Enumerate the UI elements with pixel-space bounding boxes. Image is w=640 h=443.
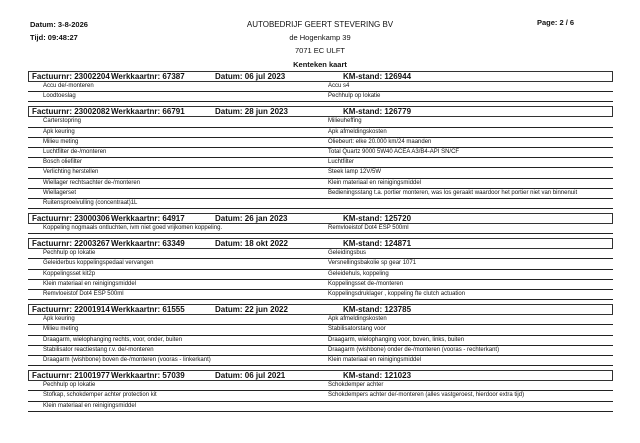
invoice-date: Datum: 06 jul 2023 <box>215 72 286 81</box>
mileage: KM-stand: 121023 <box>343 371 412 381</box>
line-item <box>28 128 613 138</box>
line-item-left: Carterstopring <box>43 118 82 125</box>
mileage: KM-stand: 124871 <box>343 239 412 249</box>
line-item-right: Koppelingsdruklager , koppeling fte clutch actuation <box>328 291 466 297</box>
line-item-left: Apk keuring <box>43 128 75 135</box>
line-item <box>28 325 613 335</box>
line-item-left: Wiellagerset <box>43 189 77 196</box>
line-item-right: Accu s4 <box>328 83 350 89</box>
line-item-right: Schokdemper achter <box>328 382 384 389</box>
line-item-left: Loodtoeslag <box>43 93 76 100</box>
line-item-right: Klein materiaal en reinigingsmiddel <box>328 179 422 186</box>
line-item <box>28 138 613 148</box>
line-item <box>28 381 613 391</box>
invoice-number: Factuurnr: 23002204 <box>32 72 110 81</box>
line-item-right: Geleidingsbus <box>328 250 367 257</box>
line-item-left: Klein materiaal en reinigingsmiddel <box>43 280 137 287</box>
invoice-number: Factuurnr: 21001977 <box>32 371 110 381</box>
line-item <box>28 117 613 127</box>
invoice-date: Datum: 18 okt 2022 <box>215 239 288 249</box>
line-item-right: Luchtfilter <box>328 159 355 166</box>
line-item <box>28 290 613 300</box>
line-item-right: Total Quartz 9000 5W40 ACEA A3/B4-API SN/CF <box>328 148 460 155</box>
line-item-left: Remvloeistof Dot4 ESP 500ml <box>43 291 124 297</box>
line-item-left: Draagarm (wishbone) boven de-/monteren (vooras - linkerkant) <box>43 356 211 363</box>
invoice-date: Datum: 22 jun 2022 <box>215 305 288 315</box>
line-item <box>28 270 613 280</box>
line-item <box>28 189 613 199</box>
line-item-left: Accu de/-monteren <box>43 83 94 89</box>
company-address-city: 7071 EC ULFT <box>294 46 346 55</box>
line-item-left: Verlichting herstellen <box>43 169 99 176</box>
line-item-left: Bosch oliefilter <box>43 159 83 166</box>
invoice-header <box>28 213 613 224</box>
workcard-number: Werkkaartnr: 66791 <box>111 107 185 117</box>
line-item-left: Koppeling nogmaals ontluchten, ivm niet goed vrijkomen koppeling. <box>43 225 223 232</box>
line-item-left: Wiellager rechtsachter de-/monteren <box>43 179 141 186</box>
line-item-right: Koppelingsset de-/monteren <box>328 280 404 287</box>
line-item-left: Draagarm, wielophanging rechts, voor, onder, buiten <box>43 336 183 343</box>
line-item-left: Pechhulp op lokatie <box>43 382 96 389</box>
line-item-left: Stofkap, schokdemper achter protection kit <box>43 392 157 399</box>
line-item-left: Milieu meting <box>43 326 79 333</box>
company-name: AUTOBEDRIJF GEERT STEVERING BV <box>246 20 394 29</box>
workcard-number: Werkkaartnr: 67387 <box>111 72 185 81</box>
print-date: Datum: 3-8-2026 <box>30 20 88 29</box>
line-item <box>28 148 613 158</box>
page-number: Page: 2 / 6 <box>537 18 575 27</box>
invoice-number: Factuurnr: 23000306 <box>32 214 110 224</box>
line-item <box>28 224 613 234</box>
invoice-number: Factuurnr: 23002082 <box>32 107 110 117</box>
line-item-right: Milieuheffing <box>328 118 362 125</box>
line-item-right: Klein materiaal en reinigingsmiddel <box>328 356 422 363</box>
line-item-right: Versnellingsbakolie sp gear 1071 <box>328 260 417 267</box>
line-item-right: Apk afmeldingskosten <box>328 316 387 323</box>
line-item <box>28 82 613 92</box>
workcard-number: Werkkaartnr: 64917 <box>111 214 185 224</box>
company-address-street: de Hogenkamp 39 <box>289 33 351 42</box>
line-item <box>28 168 613 178</box>
invoice-header <box>28 71 613 82</box>
line-item <box>28 391 613 401</box>
line-item-left: Klein materiaal en reinigingsmiddel <box>43 402 137 409</box>
invoice-header <box>28 304 613 315</box>
workcard-number: Werkkaartnr: 61555 <box>111 305 185 315</box>
mileage: KM-stand: 125720 <box>343 214 412 224</box>
line-item-right: Bedieningsstang t.a. portier monteren, was los geraakt waardoor het portier niet van binnenuit <box>328 189 578 196</box>
line-item <box>28 259 613 269</box>
line-item-left: Ruitensproeivulling (concentraat)1L <box>43 199 138 206</box>
invoice-date: Datum: 28 jun 2023 <box>215 107 288 117</box>
line-item <box>28 402 613 412</box>
workcard-number: Werkkaartnr: 57039 <box>111 371 185 381</box>
invoice-header <box>28 370 613 381</box>
workcard-number: Werkkaartnr: 63349 <box>111 239 185 249</box>
line-item-right: Remvloeistof Dot4 ESP 500ml <box>328 225 409 232</box>
line-item-left: Geleiderbus koppelingspedaal vervangen <box>43 260 154 267</box>
print-time: Tijd: 09:48:27 <box>30 33 78 42</box>
invoice-date: Datum: 26 jan 2023 <box>215 214 288 224</box>
line-item <box>28 336 613 346</box>
invoice-date: Datum: 06 jul 2021 <box>215 371 286 381</box>
line-item <box>28 92 613 102</box>
line-item-right: Steek lamp 12V/5W <box>328 169 382 176</box>
line-item-right: Stabilisatorstang voor <box>328 326 386 333</box>
mileage: KM-stand: 126779 <box>343 107 412 117</box>
page-title: Kenteken kaart <box>293 60 347 69</box>
line-item-right: Oliebeurt: elke 20.000 km/24 maanden <box>328 138 432 145</box>
line-item-right: Geleidehuls, koppeling <box>328 270 389 277</box>
line-item <box>28 356 613 366</box>
line-item-right: Apk afmeldingskosten <box>328 128 387 135</box>
line-item <box>28 158 613 168</box>
invoice-number: Factuurnr: 22003267 <box>32 239 110 249</box>
line-item-left: Pechhulp op lokatie <box>43 250 96 257</box>
line-item-left: Luchtfilter de-/monteren <box>43 148 107 155</box>
line-item-left: Stabilisator reactiestang r.v. de/-monteren <box>43 346 154 353</box>
mileage: KM-stand: 123785 <box>343 305 412 315</box>
line-item-right: Draagarm (wishbone) onder de-/monteren (vooras - rechterkant) <box>328 346 500 353</box>
line-item <box>28 249 613 259</box>
line-item-left: Milieu meting <box>43 138 79 145</box>
line-item <box>28 315 613 325</box>
invoice-number: Factuurnr: 22001914 <box>32 305 110 315</box>
line-item-right: Schokdempers achter de/-monteren (alles vastgeroest, hierdoor extra tijd) <box>328 392 525 399</box>
line-item-left: Koppelingsset kit2p <box>43 270 96 277</box>
mileage: KM-stand: 126944 <box>343 72 412 81</box>
line-item <box>28 199 613 209</box>
line-item <box>28 280 613 290</box>
invoice-header <box>28 106 613 117</box>
line-item <box>28 346 613 356</box>
line-item-left: Apk keuring <box>43 316 75 323</box>
invoice-list <box>28 71 613 412</box>
line-item-right: Pechhulp op lokatie <box>328 93 381 100</box>
line-item-right: Draagarm, wielophanging voor, boven, links, buiten <box>328 336 465 343</box>
line-item <box>28 179 613 189</box>
invoice-header <box>28 238 613 249</box>
